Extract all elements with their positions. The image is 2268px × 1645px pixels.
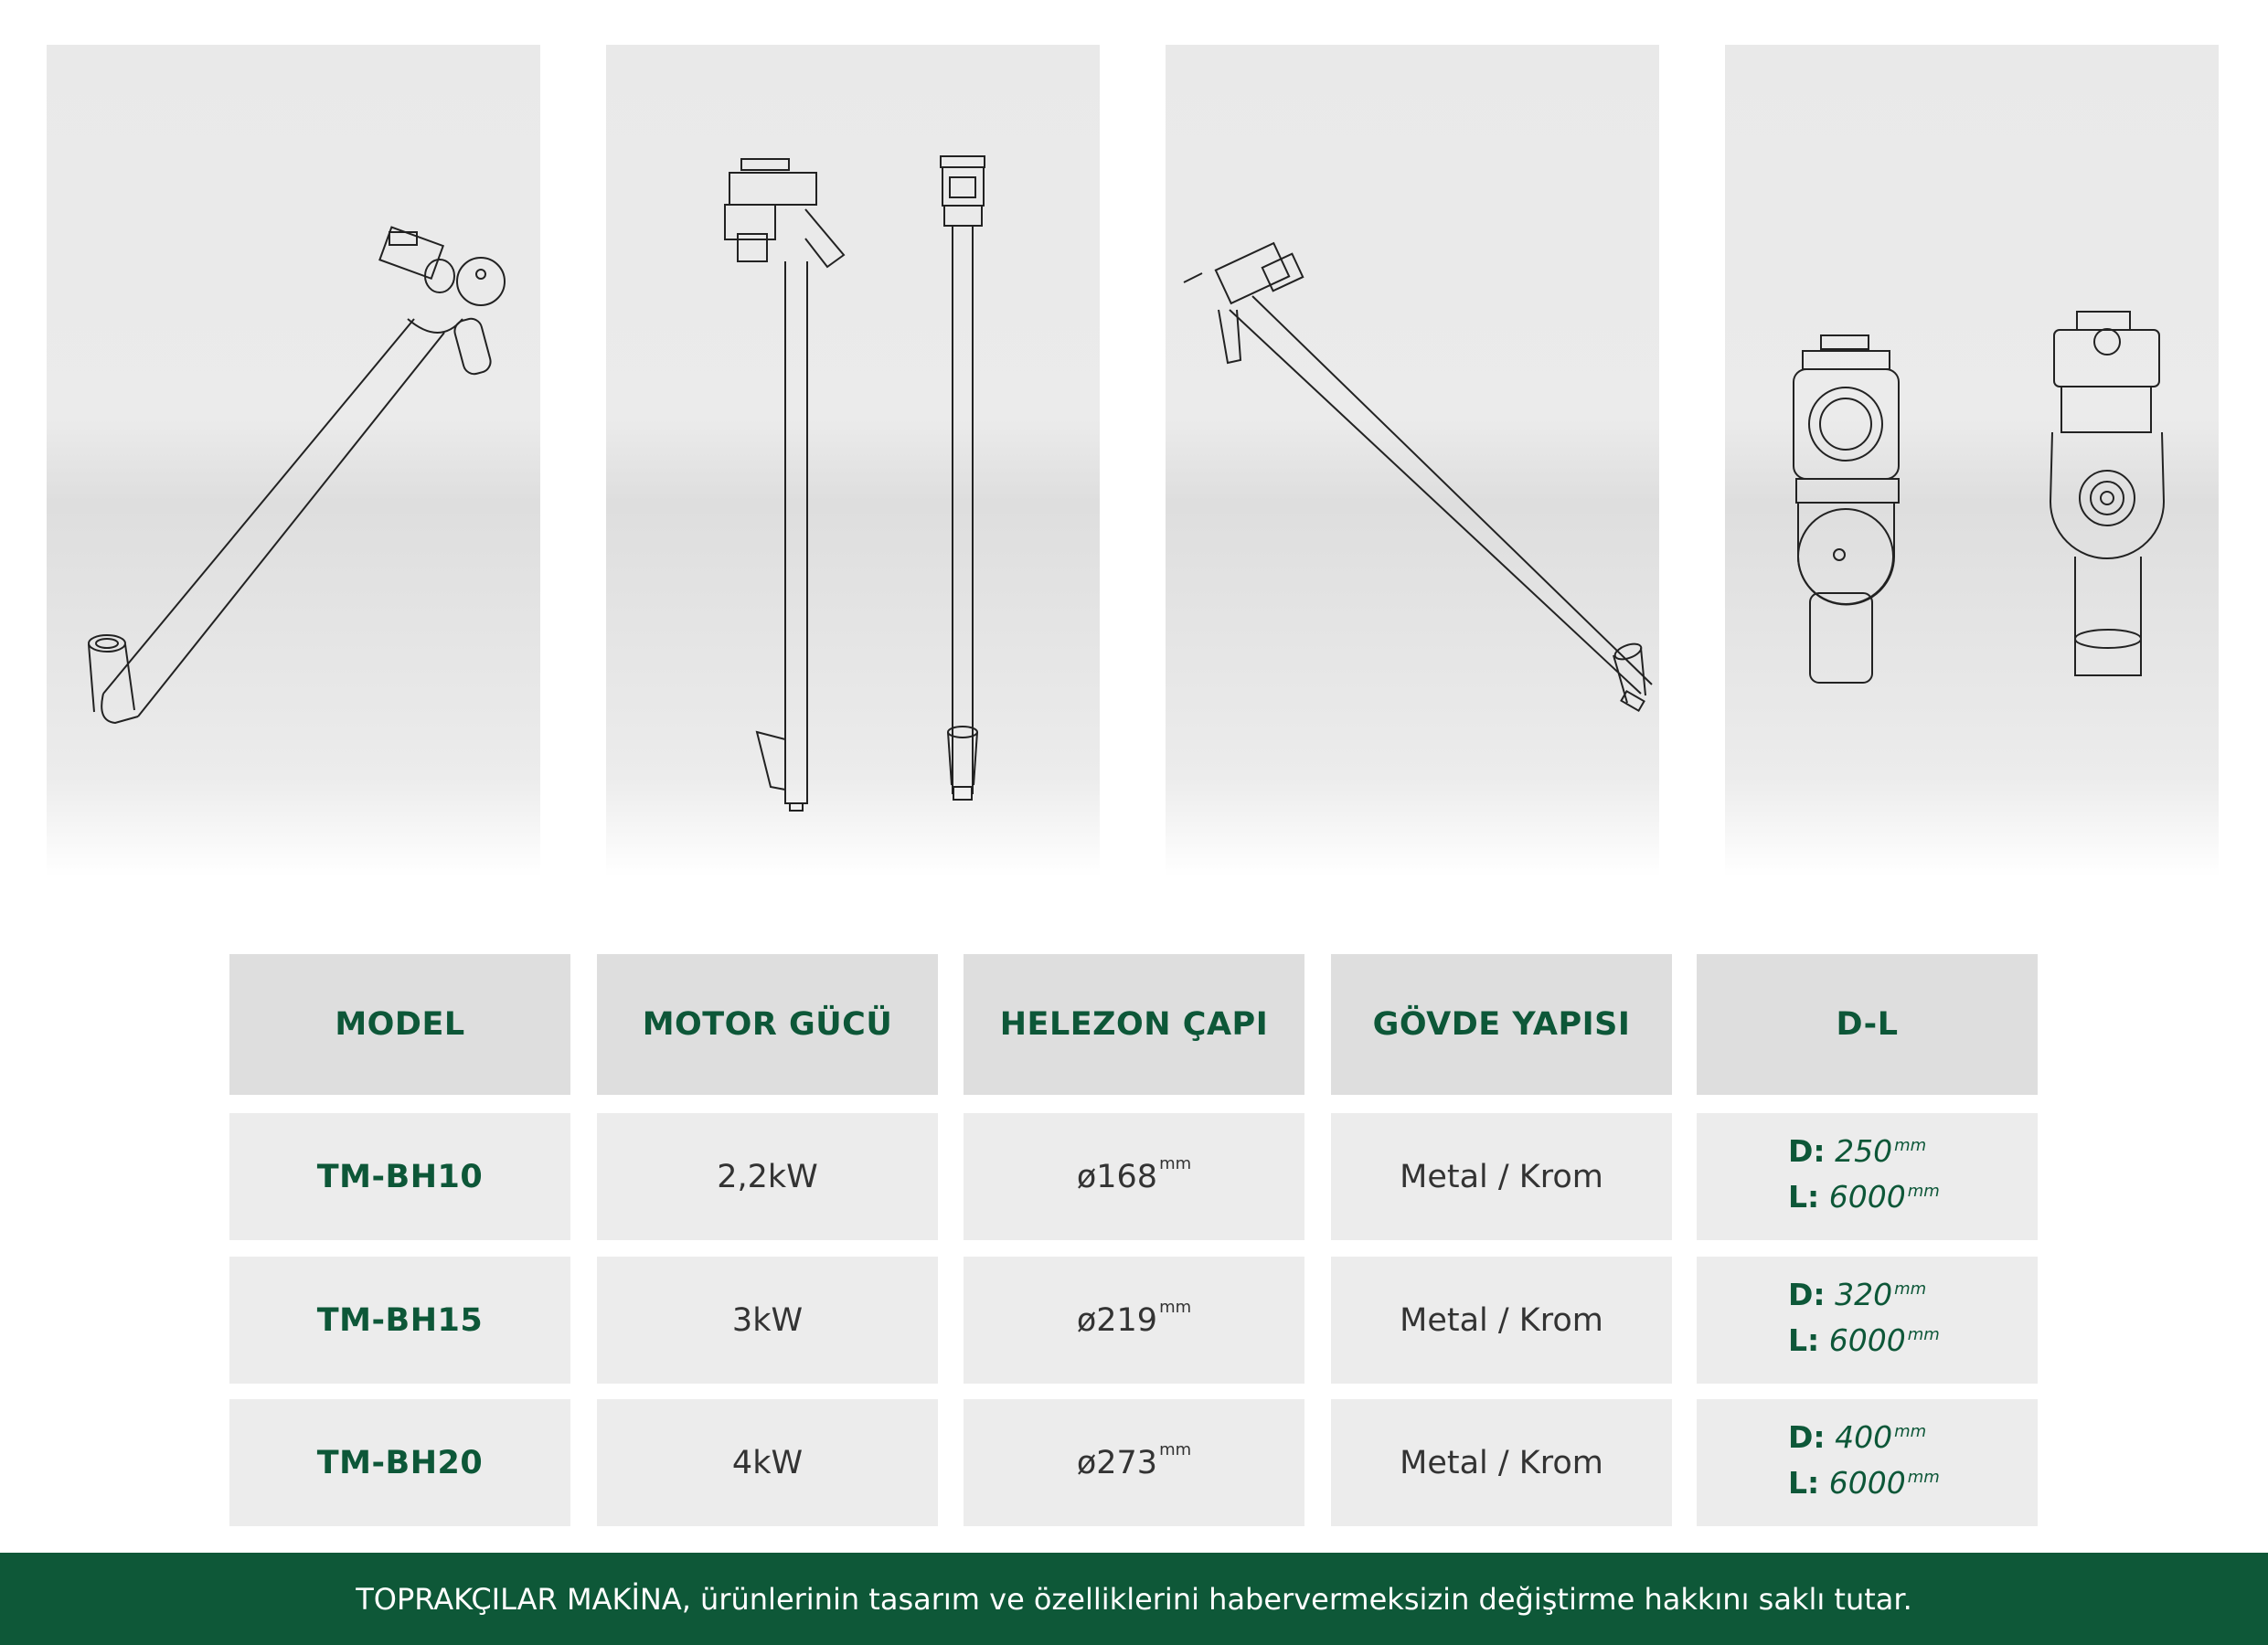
product-image-diagonal — [47, 45, 540, 877]
cell-auger-diameter — [964, 1113, 1304, 1240]
cell-d-l — [1697, 1399, 2038, 1526]
l-value: 6000 — [1828, 1321, 1906, 1358]
cell-model: TM-BH20 — [229, 1399, 570, 1526]
auger-diagonal-drawing — [47, 45, 540, 877]
diameter-value: ø219 — [1076, 1301, 1158, 1339]
d-line — [1788, 1131, 1926, 1177]
product-image-vertical — [606, 45, 1100, 877]
l-unit: mm — [1907, 1467, 1940, 1487]
cell-motor-power: 4kW — [597, 1399, 938, 1526]
d-label: D: — [1788, 1418, 1826, 1455]
l-label: L: — [1788, 1321, 1820, 1358]
diameter-value: ø273 — [1076, 1444, 1158, 1481]
diameter-unit: mm — [1159, 1154, 1192, 1173]
footer-disclaimer: TOPRAKÇILAR MAKİNA, ürünlerinin tasarım ve özelliklerini habervermeksizin değiştirme hakkını saklı tutar. — [0, 1553, 2268, 1645]
auger-side-diagonal-drawing — [1166, 45, 1659, 877]
header-auger-diameter: HELEZON ÇAPI — [964, 954, 1304, 1095]
diameter-value: ø168 — [1076, 1158, 1158, 1195]
l-unit: mm — [1907, 1181, 1940, 1201]
auger-motor-front-drawing — [1725, 45, 2219, 877]
cell-d-l — [1697, 1257, 2038, 1384]
d-line — [1788, 1275, 1926, 1321]
l-line — [1788, 1321, 1940, 1366]
l-value: 6000 — [1828, 1178, 1906, 1215]
d-line — [1788, 1417, 1926, 1463]
d-unit: mm — [1894, 1279, 1927, 1299]
d-value: 250 — [1835, 1132, 1893, 1169]
cell-d-l — [1697, 1113, 2038, 1240]
l-unit: mm — [1907, 1324, 1940, 1344]
d-label: D: — [1788, 1276, 1826, 1312]
l-label: L: — [1788, 1178, 1820, 1215]
cell-motor-power: 2,2kW — [597, 1113, 938, 1240]
cell-body-structure: Metal / Krom — [1331, 1399, 1672, 1526]
l-line — [1788, 1463, 1940, 1509]
cell-body-structure: Metal / Krom — [1331, 1113, 1672, 1240]
l-label: L: — [1788, 1464, 1820, 1501]
cell-body-structure: Metal / Krom — [1331, 1257, 1672, 1384]
diameter-unit: mm — [1159, 1298, 1192, 1317]
header-body-structure: GÖVDE YAPISI — [1331, 954, 1672, 1095]
d-value: 400 — [1835, 1418, 1893, 1455]
cell-model: TM-BH15 — [229, 1257, 570, 1384]
cell-motor-power: 3kW — [597, 1257, 938, 1384]
header-model: MODEL — [229, 954, 570, 1095]
l-line — [1788, 1177, 1940, 1223]
header-motor-power: MOTOR GÜCÜ — [597, 954, 938, 1095]
product-image-side-diagonal — [1166, 45, 1659, 877]
d-unit: mm — [1894, 1135, 1927, 1155]
diameter-unit: mm — [1159, 1440, 1192, 1459]
cell-auger-diameter — [964, 1257, 1304, 1384]
auger-vertical-drawing — [606, 45, 1100, 877]
d-value: 320 — [1835, 1276, 1893, 1312]
header-d-l: D-L — [1697, 954, 2038, 1095]
d-unit: mm — [1894, 1421, 1927, 1441]
cell-model: TM-BH10 — [229, 1113, 570, 1240]
d-label: D: — [1788, 1132, 1826, 1169]
product-image-motor-front — [1725, 45, 2219, 877]
cell-auger-diameter — [964, 1399, 1304, 1526]
l-value: 6000 — [1828, 1464, 1906, 1501]
